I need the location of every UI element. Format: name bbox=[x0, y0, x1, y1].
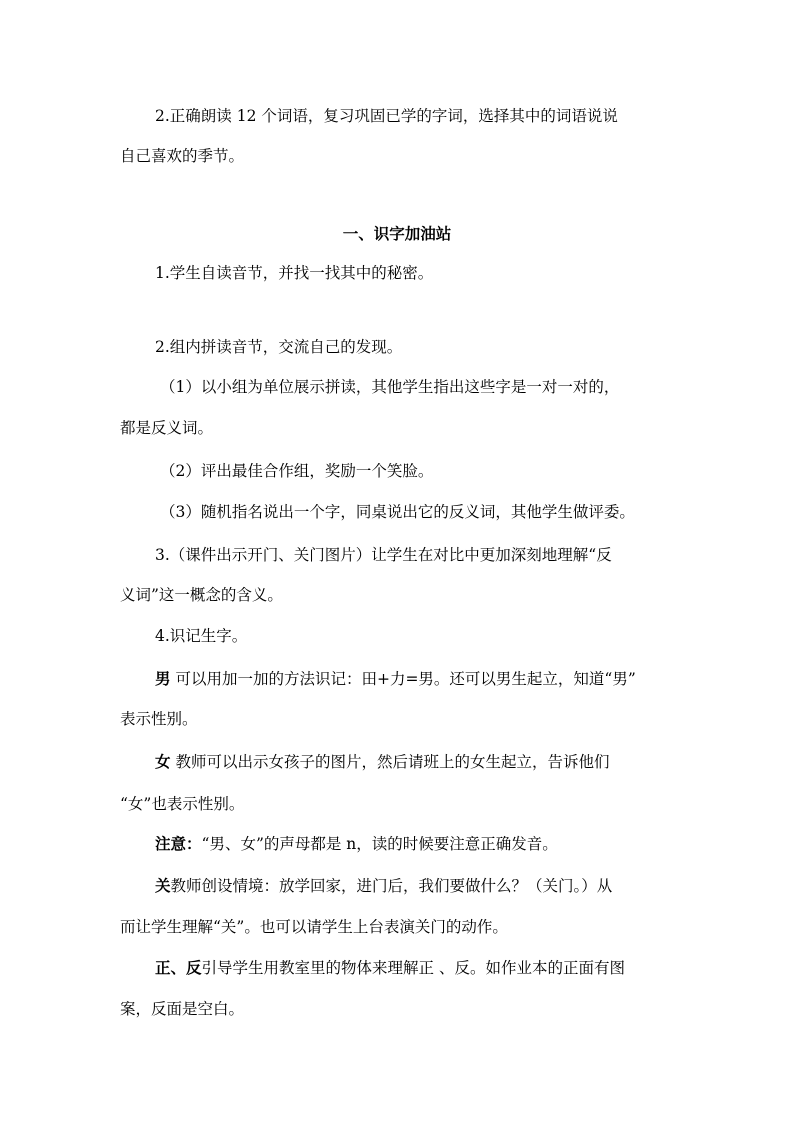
sub-item-2: （2）评出最佳合作组，奖励一个笑脸。 bbox=[160, 462, 434, 480]
step-1: 1.学生自读音节，并找一找其中的秘密。 bbox=[155, 264, 434, 282]
note-line bbox=[155, 834, 558, 854]
char-nan-label: 男 bbox=[155, 669, 171, 688]
sub-item-1-line-2: 都是反义词。 bbox=[120, 419, 214, 437]
note-text: “男、女”的声母都是 n，读的时候要注意正确发音。 bbox=[201, 835, 558, 853]
step-3-line-2: 义词”这一概念的含义。 bbox=[120, 586, 283, 604]
step-2: 2.组内拼读音节，交流自己的发现。 bbox=[155, 338, 403, 356]
intro-line-1: 2.正确朗读 12 个词语，复习巩固已学的字词，选择其中的词语说说 bbox=[155, 107, 618, 125]
sub-item-3: （3）随机指名说出一个字，同桌说出它的反义词，其他学生做评委。 bbox=[160, 503, 635, 521]
char-guan-label: 关 bbox=[155, 876, 171, 895]
char-guan-text: 教师创设情境：放学回家，进门后，我们要做什么？（关门。）从 bbox=[170, 877, 613, 895]
note-label: 注意： bbox=[155, 834, 202, 853]
sub-item-1-line-1: （1）以小组为单位展示拼读，其他学生指出这些字是一对一对的， bbox=[160, 378, 620, 396]
char-nv-line-1 bbox=[155, 752, 609, 772]
char-zhengfan-label: 正、反 bbox=[155, 958, 202, 977]
intro-line-2: 自己喜欢的季节。 bbox=[120, 147, 245, 165]
char-nv-line-2: “女”也表示性别。 bbox=[120, 795, 245, 813]
char-zhengfan-line-1 bbox=[155, 958, 625, 978]
step-3-line-1: 3.（课件出示开门、关门图片）让学生在对比中更加深刻地理解“反 bbox=[155, 546, 612, 564]
char-nan-line-2: 表示性别。 bbox=[120, 710, 198, 728]
step-4: 4.识记生字。 bbox=[155, 627, 248, 645]
char-nan-text: 可以用加一加的方法识记：田+力=男。还可以男生起立，知道“男” bbox=[175, 670, 636, 688]
char-nan-line-1 bbox=[155, 669, 636, 689]
char-guan-line-1 bbox=[155, 876, 612, 896]
char-nv-text: 教师可以出示女孩子的图片，然后请班上的女生起立，告诉他们 bbox=[175, 753, 610, 771]
char-nv-label: 女 bbox=[155, 752, 171, 771]
char-zhengfan-line-2: 案，反面是空白。 bbox=[120, 1000, 245, 1018]
char-zhengfan-text: 引导学生用教室里的物体来理解正 、反。如作业本的正面有图 bbox=[201, 959, 625, 977]
section-title: 一、识字加油站 bbox=[342, 224, 452, 243]
char-guan-line-2: 而让学生理解“关”。也可以请学生上台表演关门的动作。 bbox=[120, 918, 508, 936]
